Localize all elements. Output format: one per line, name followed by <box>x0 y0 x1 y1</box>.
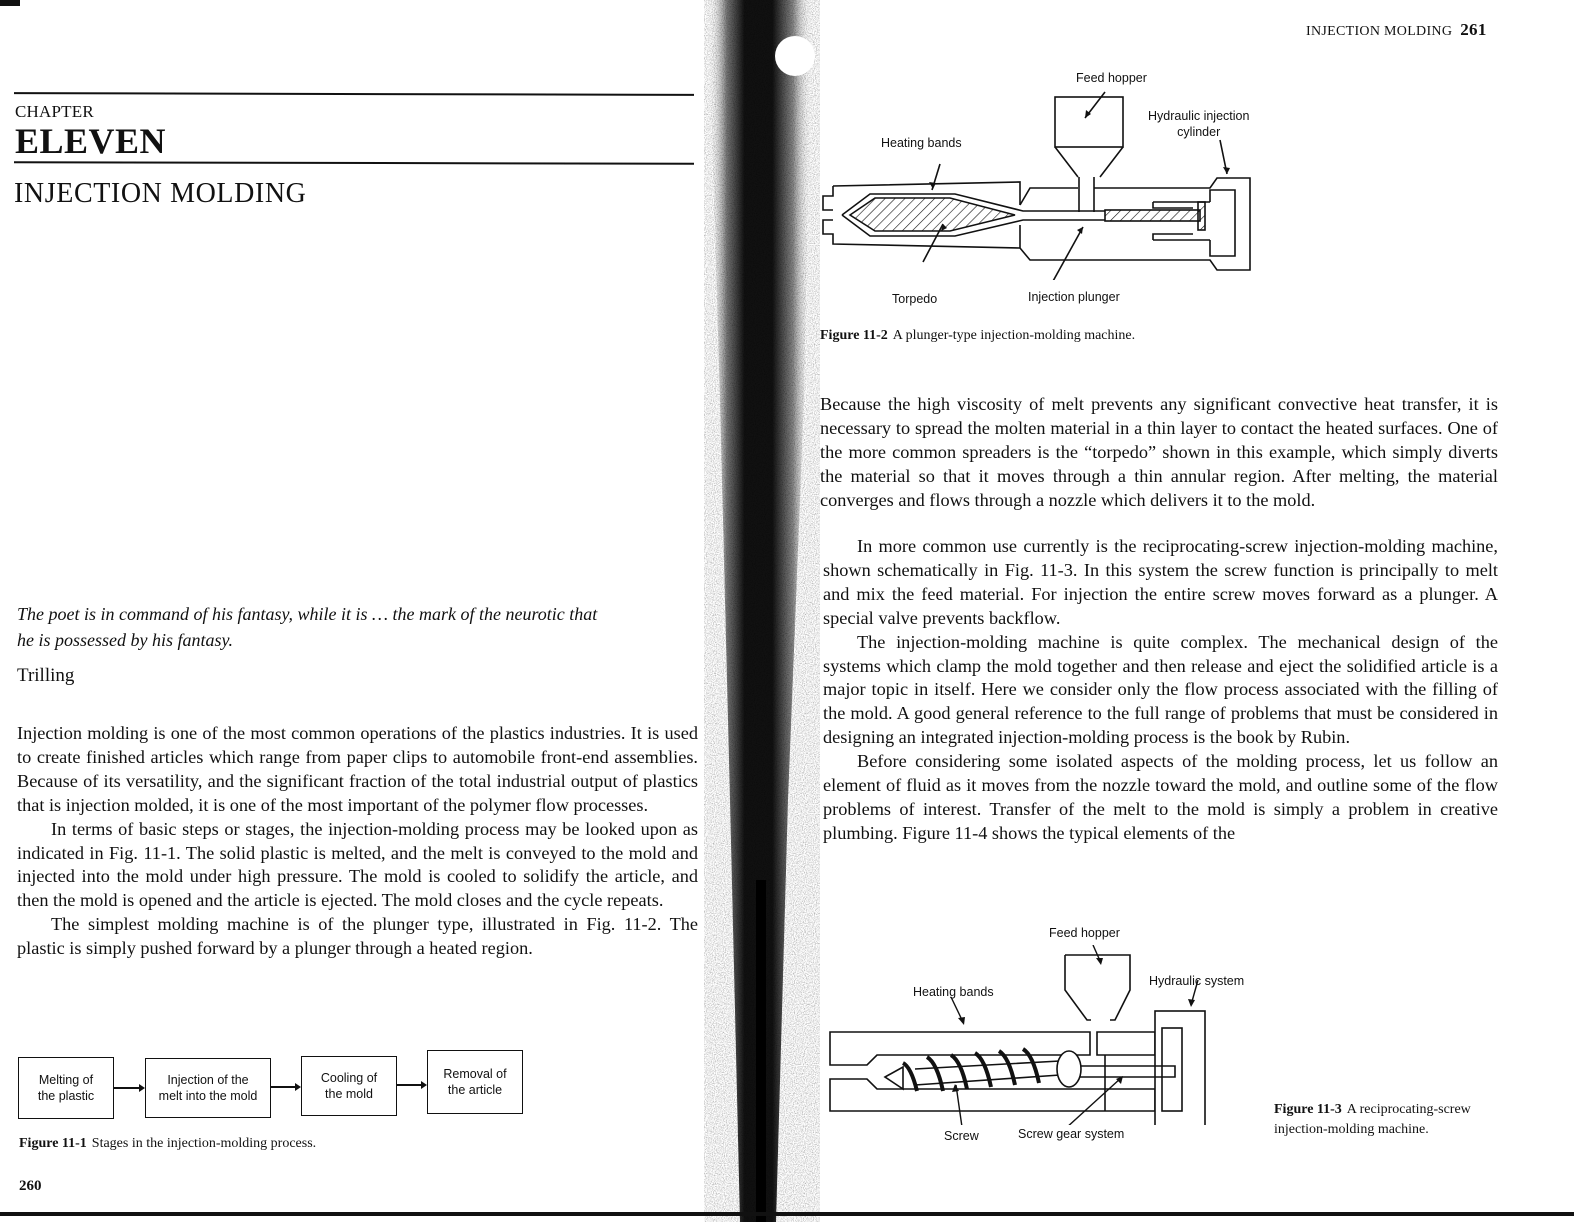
running-head-title: INJECTION MOLDING <box>1306 24 1453 39</box>
stage-text: melt into the mold <box>158 1089 258 1103</box>
right-body-text-2 <box>823 535 1498 846</box>
chapter-label: CHAPTER <box>15 102 94 121</box>
figure-label: Figure 11-1 <box>19 1136 87 1151</box>
label-screw: Screw <box>944 1129 979 1143</box>
scan-bottom-edge <box>0 1212 1574 1216</box>
running-head <box>1306 20 1487 40</box>
paragraph: Before considering some isolated aspects of the molding process, let us follow an element of fluid as it moves from the nozzle toward the mold, and outline some of the flow problems of interest. Transfer of the melt to the mold is simply a problem in creative plumbing. Figure 11-4 shows the typical elements of the <box>823 751 1498 843</box>
label-feed-hopper: Feed hopper <box>1076 71 1147 85</box>
label-heating-bands: Heating bands <box>881 136 962 150</box>
figure-caption-text: injection-molding machine. <box>1274 1122 1429 1137</box>
paragraph: Because the high viscosity of melt prevents any significant convective heat transfer, it is necessary to spread the molten material in a thin layer to contact the heated surfaces. One of the more common spreaders is the “torpedo” shown in this example, which simply diverts the material so that it moves through a thin annular region. After melting, the material converges and flows through a nozzle which delivers it to the mold. <box>820 394 1498 510</box>
paragraph: The simplest molding machine is of the plunger type, illustrated in Fig. 11-2. The plastic is simply pushed forward by a plunger through a heated region. <box>17 914 698 959</box>
flow-stage-removal <box>427 1050 523 1114</box>
stage-text: the article <box>447 1083 503 1097</box>
figure-caption-text: Stages in the injection-molding process. <box>91 1136 317 1151</box>
flow-arrow-icon <box>397 1084 425 1086</box>
figure-caption <box>1274 1100 1471 1140</box>
reciprocating-screw-diagram <box>825 945 1265 1125</box>
figure-caption-text: A reciprocating-screw <box>1346 1102 1471 1117</box>
page-number-left: 260 <box>19 1178 42 1194</box>
stage-text: Melting of <box>38 1073 94 1087</box>
epigraph-attribution: Trilling <box>17 665 75 686</box>
scan-top-left-mark <box>0 0 20 6</box>
flow-arrow-icon <box>114 1087 143 1089</box>
label-injection-plunger: Injection plunger <box>1028 290 1120 304</box>
label-torpedo: Torpedo <box>892 292 938 306</box>
stage-text: the plastic <box>37 1089 95 1103</box>
stage-text: Injection of the <box>167 1073 249 1087</box>
label-hydraulic-system: Hydraulic system <box>1149 974 1245 988</box>
figure-label: Figure 11-3 <box>1274 1102 1342 1117</box>
label-heating-bands: Heating bands <box>913 985 994 999</box>
stage-text: Cooling of <box>320 1071 378 1085</box>
flow-arrow-icon <box>271 1086 299 1088</box>
epigraph-line: he is possessed by his fantasy. <box>17 630 233 650</box>
flow-stage-injection <box>145 1058 271 1118</box>
figure-label: Figure 11-2 <box>820 328 888 343</box>
label-hydraulic-injection-cylinder <box>1148 108 1249 140</box>
stage-text: Removal of <box>443 1067 507 1081</box>
epigraph-line: The poet is in command of his fantasy, while it is … the mark of the neurotic that <box>17 604 598 624</box>
chapter-top-rule <box>14 92 694 96</box>
flow-stage-cooling <box>301 1056 397 1116</box>
binding-hole <box>775 36 815 76</box>
page-number-right: 261 <box>1460 20 1487 39</box>
right-body-text-1 <box>820 393 1498 513</box>
label-feed-hopper: Feed hopper <box>1049 926 1120 940</box>
figure-caption <box>820 328 1135 344</box>
figure-caption <box>19 1136 316 1152</box>
epigraph <box>17 601 707 653</box>
figure-caption-text: A plunger-type injection-molding machine. <box>892 328 1136 343</box>
chapter-number: ELEVEN <box>15 121 167 161</box>
paragraph: The injection-molding machine is quite complex. The mechanical design of the systems which clamp the mold together and then release and eject the solidified article is a major topic in itself. Here we consider only the flow process associated with the filling of the mold. A good general reference to the full range of problems that must be considered in designing an integrated injection-molding process is the book by Rubin. <box>823 631 1498 748</box>
chapter-title: INJECTION MOLDING <box>14 178 307 209</box>
flow-stage-melting <box>18 1057 114 1119</box>
label-text: cylinder <box>1177 125 1221 139</box>
paragraph: Injection molding is one of the most common operations of the plastics industries. It is used to create finished articles which range from paper clips to automobile front-end assemblies. Because of its versatility, and the significant fraction of the total industrial output of plastics that is injection molded, it is one of the most important of the polymer flow processes. <box>17 723 698 815</box>
paragraph: In terms of basic steps or stages, the injection-molding process may be looked upon as indicated in Fig. 11-1. The solid plastic is melted, and the melt is conveyed to the mold and injected into the mold under high pressure. The mold is cooled to solidify the article, and then the mold is opened and the article is ejected. The mold closes and the cycle repeats. <box>17 818 698 911</box>
book-gutter-shadow <box>700 0 820 1222</box>
label-screw-gear-system: Screw gear system <box>1018 1127 1125 1141</box>
chapter-bottom-rule <box>14 161 694 164</box>
paragraph: In more common use currently is the reciprocating-screw injection-molding machine, shown schematically in Fig. 11-3. In this system the screw function is principally to melt and mix the feed material. For injection the entire screw moves forward as a plunger. A special valve prevents backflow. <box>823 536 1498 628</box>
label-text: Hydraulic injection <box>1148 109 1250 123</box>
stage-text: the mold <box>325 1087 373 1101</box>
left-body-text <box>17 722 698 961</box>
